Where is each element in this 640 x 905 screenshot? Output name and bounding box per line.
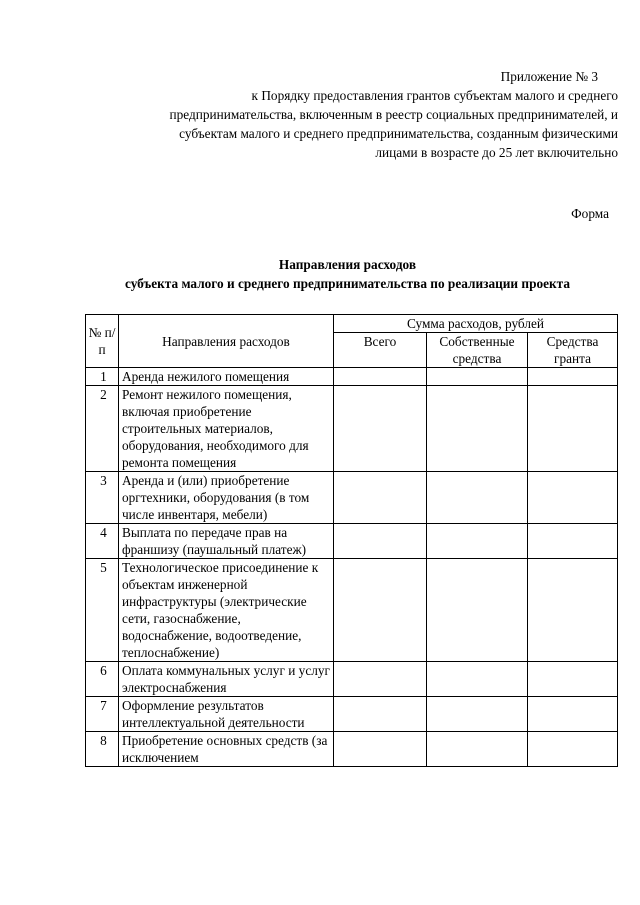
cell-own-funds xyxy=(427,524,528,559)
row-number: 8 xyxy=(86,732,119,767)
cell-total xyxy=(334,559,427,662)
appendix-line: лицами в возрасте до 25 лет включительно xyxy=(375,145,618,160)
appendix-line: к Порядку предоставления грантов субъектам малого и среднего xyxy=(251,88,618,103)
row-number: 1 xyxy=(86,368,119,386)
row-direction: Оформление результатов интеллектуальной деятельности xyxy=(119,697,334,732)
cell-total xyxy=(334,524,427,559)
cell-own-funds xyxy=(427,662,528,697)
cell-own-funds xyxy=(427,386,528,472)
cell-total xyxy=(334,472,427,524)
table-row xyxy=(86,697,618,732)
cell-grant-funds xyxy=(528,559,618,662)
cell-own-funds xyxy=(427,368,528,386)
cell-total xyxy=(334,732,427,767)
document-title-line: Направления расходов xyxy=(278,257,417,272)
appendix-line: предпринимательства, включенным в реестр социальных предпринимателей, и xyxy=(169,107,618,122)
appendix-header xyxy=(98,67,618,162)
header-num: № п/п xyxy=(86,315,119,368)
table-row xyxy=(86,524,618,559)
cell-own-funds xyxy=(427,697,528,732)
row-number: 4 xyxy=(86,524,119,559)
appendix-line: субъектам малого и среднего предпринимательства, созданным физическими xyxy=(179,126,618,141)
expenses-table xyxy=(85,314,618,767)
document-title xyxy=(85,255,610,293)
table-row xyxy=(86,559,618,662)
header-sum-group: Сумма расходов, рублей xyxy=(334,315,618,333)
row-number: 5 xyxy=(86,559,119,662)
table-row xyxy=(86,386,618,472)
table-row xyxy=(86,662,618,697)
table-row xyxy=(86,472,618,524)
row-direction: Ремонт нежилого помещения, включая приобретение строительных материалов, оборудования, необходимого для ремонта помещения xyxy=(119,386,334,472)
cell-total xyxy=(334,662,427,697)
table-row xyxy=(86,732,618,767)
table-row xyxy=(86,368,618,386)
row-direction: Приобретение основных средств (за исключением xyxy=(119,732,334,767)
cell-own-funds xyxy=(427,732,528,767)
row-direction: Аренда нежилого помещения xyxy=(119,368,334,386)
cell-own-funds xyxy=(427,472,528,524)
cell-grant-funds xyxy=(528,732,618,767)
header-direction: Направления расходов xyxy=(119,315,334,368)
form-label: Форма xyxy=(571,206,609,221)
cell-grant-funds xyxy=(528,472,618,524)
header-own-funds: Собственные средства xyxy=(427,333,528,368)
cell-total xyxy=(334,697,427,732)
cell-grant-funds xyxy=(528,524,618,559)
cell-grant-funds xyxy=(528,368,618,386)
row-direction: Технологическое присоединение к объектам инженерной инфраструктуры (электрические сети, газоснабжение, водоснабжение, водоотведение, теплоснабжение) xyxy=(119,559,334,662)
row-number: 3 xyxy=(86,472,119,524)
cell-own-funds xyxy=(427,559,528,662)
appendix-title: Приложение № 3 xyxy=(500,69,598,84)
row-number: 7 xyxy=(86,697,119,732)
row-direction: Оплата коммунальных услуг и услуг электроснабжения xyxy=(119,662,334,697)
cell-grant-funds xyxy=(528,662,618,697)
row-number: 2 xyxy=(86,386,119,472)
cell-grant-funds xyxy=(528,386,618,472)
row-direction: Выплата по передаче прав на франшизу (паушальный платеж) xyxy=(119,524,334,559)
cell-total xyxy=(334,386,427,472)
cell-grant-funds xyxy=(528,697,618,732)
cell-total xyxy=(334,368,427,386)
row-direction: Аренда и (или) приобретение оргтехники, оборудования (в том числе инвентаря, мебели) xyxy=(119,472,334,524)
header-total: Всего xyxy=(334,333,427,368)
header-grant-funds: Средства гранта xyxy=(528,333,618,368)
row-number: 6 xyxy=(86,662,119,697)
document-title-line: субъекта малого и среднего предпринимательства по реализации проекта xyxy=(124,276,571,291)
